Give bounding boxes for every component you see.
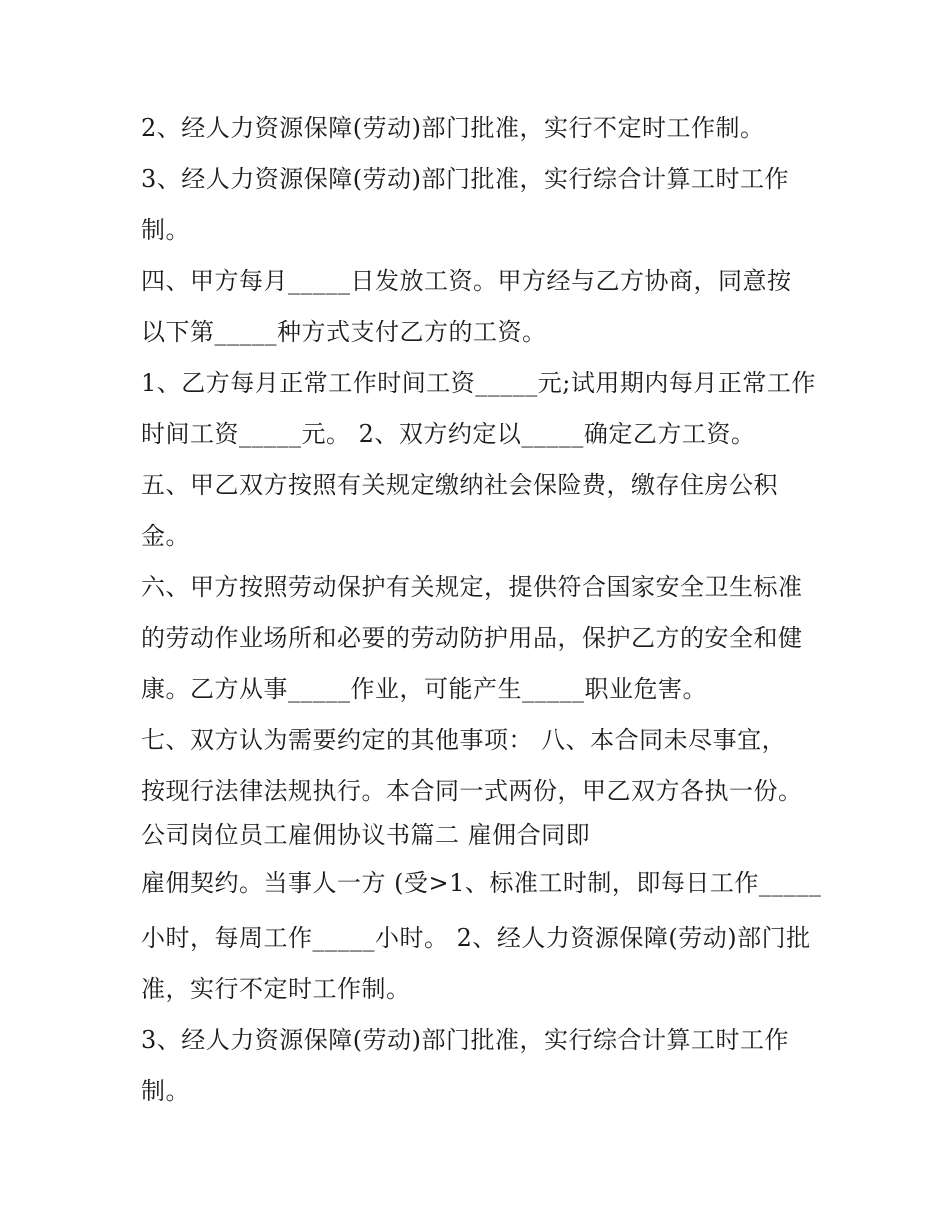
- text-line: 3、经人力资源保障(劳动)部门批准，实行综合计算工时工作: [141, 1026, 789, 1054]
- section-heading-line: 公司岗位员工雇佣协议书篇二 雇佣合同即: [141, 821, 591, 849]
- text-line: 康。乙方从事_____作业，可能产生_____职业危害。: [141, 675, 707, 703]
- text-line: 制。: [141, 216, 190, 244]
- text-line: 雇佣契约。当事人一方 (受>1、标准工时制，即每日工作_____: [141, 869, 822, 897]
- text-line: 小时，每周工作_____小时。 2、经人力资源保障(劳动)部门批: [141, 924, 811, 952]
- text-line: 时间工资_____元。 2、双方约定以_____确定乙方工资。: [141, 420, 756, 448]
- text-line: 准，实行不定时工作制。: [141, 975, 411, 1003]
- text-line: 3、经人力资源保障(劳动)部门批准，实行综合计算工时工作: [141, 165, 789, 193]
- text-line: 制。: [141, 1077, 190, 1105]
- text-line: 1、乙方每月正常工作时间工资_____元;试用期内每月正常工作: [141, 369, 816, 397]
- text-line: 以下第_____种方式支付乙方的工资。: [141, 318, 547, 346]
- text-line: 七、双方认为需要约定的其他事项： 八、本合同未尽事宜，: [141, 726, 787, 754]
- text-line: 六、甲方按照劳动保护有关规定，提供符合国家安全卫生标准: [141, 573, 803, 601]
- document-body: [141, 103, 821, 1117]
- text-line: 金。: [141, 522, 190, 550]
- text-line: 按现行法律法规执行。本合同一式两份，甲乙双方各执一份。: [141, 777, 803, 805]
- text-line: 2、经人力资源保障(劳动)部门批准，实行不定时工作制。: [141, 114, 765, 142]
- text-line: 的劳动作业场所和必要的劳动防护用品，保护乙方的安全和健: [141, 624, 803, 652]
- text-line: 四、甲方每月_____日发放工资。甲方经与乙方协商，同意按: [141, 267, 792, 295]
- text-line: 五、甲乙双方按照有关规定缴纳社会保险费，缴存住房公积: [141, 471, 778, 499]
